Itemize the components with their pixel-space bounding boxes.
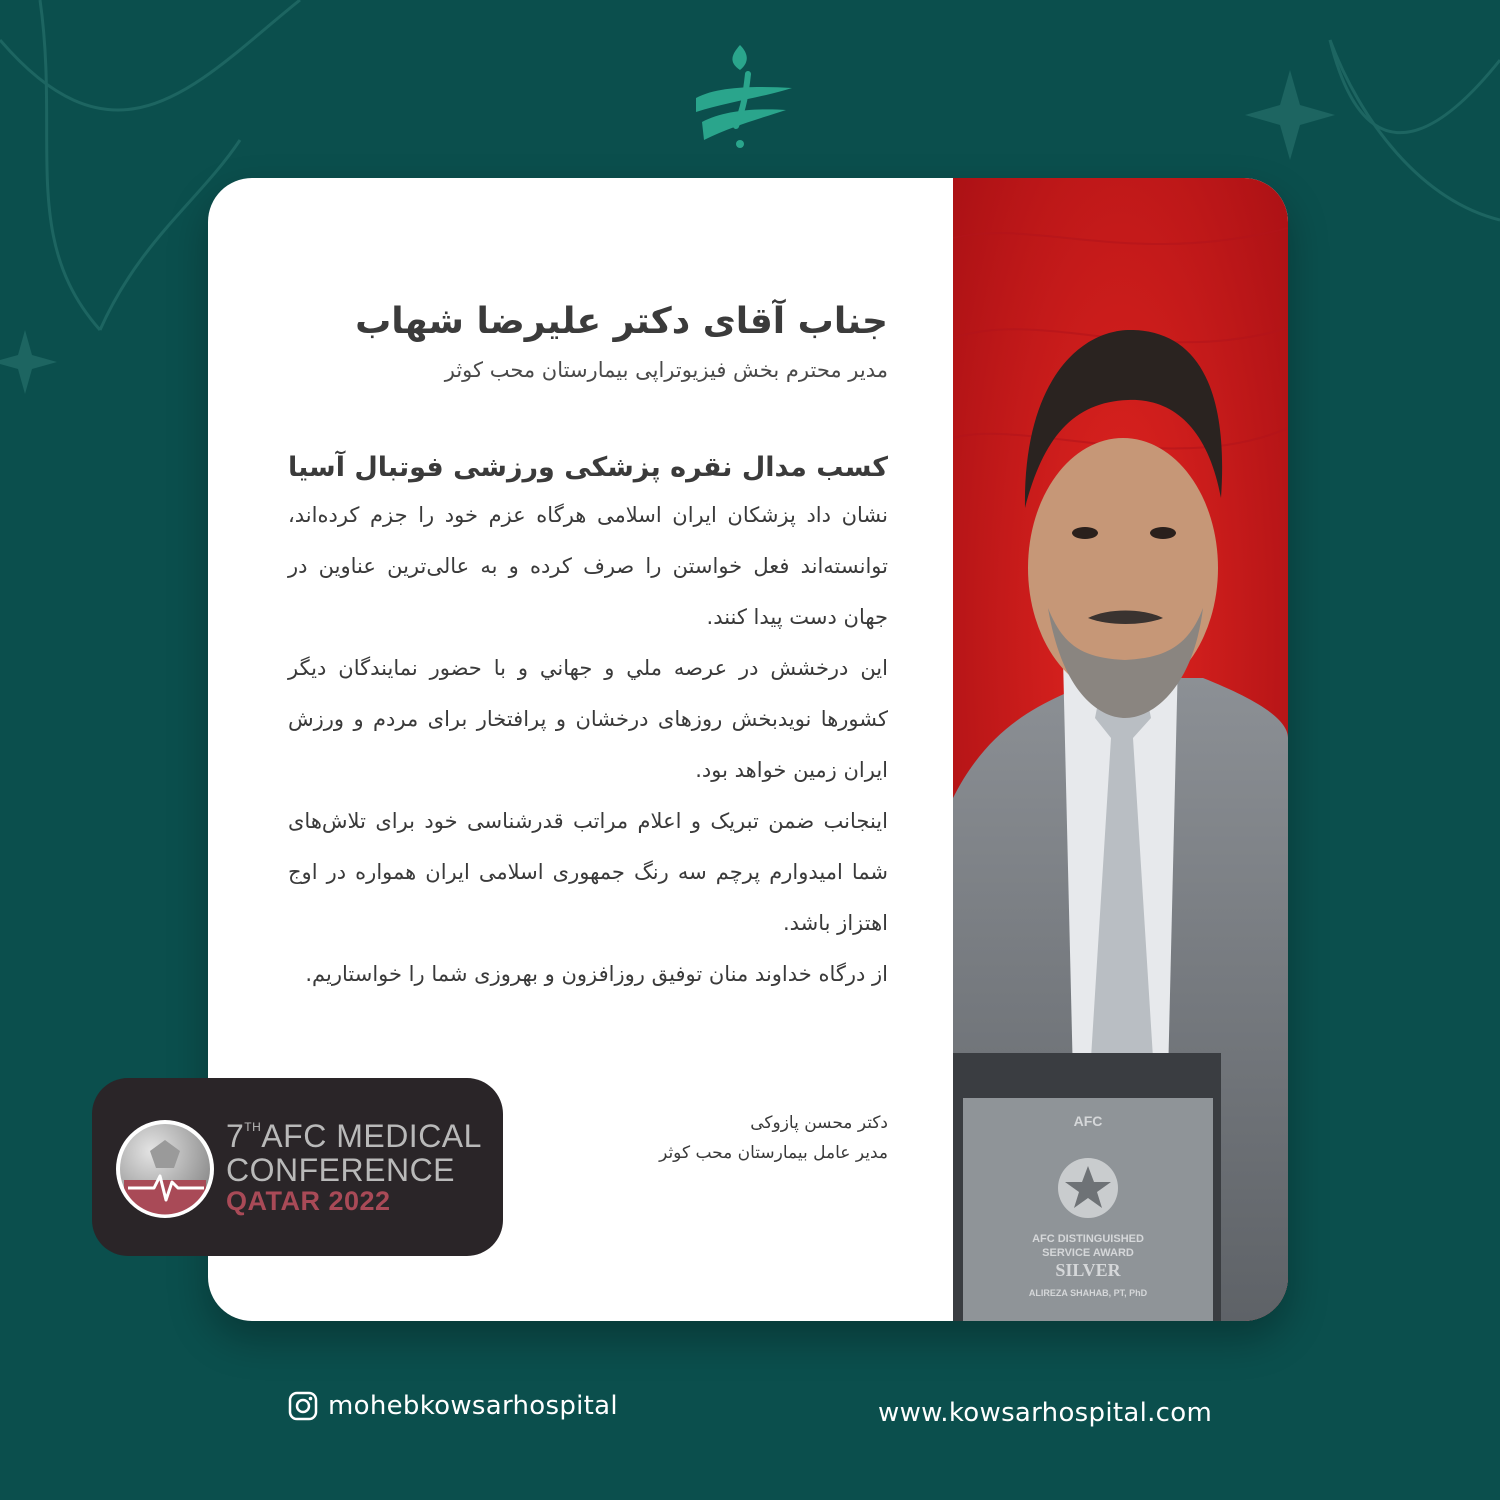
plaque-recipient: ALIREZA SHAHAB, PT, PhD (1028, 1288, 1148, 1298)
football-heartbeat-icon (114, 1118, 216, 1220)
afc-title-line1 (226, 1118, 482, 1155)
paragraph: نشان داد پزشکان ایران اسلامی هرگاه عزم خود را جزم کرده‌اند، توانسته‌اند فعل خواستن را صرف کرده و به عالی‌ترین عناوین در جهان دست پیدا کنند. (288, 503, 888, 629)
plaque-line2: SERVICE AWARD (1042, 1247, 1134, 1259)
afc-conference-badge (92, 1078, 503, 1256)
instagram-icon (288, 1391, 318, 1421)
afc-line1-text: AFC MEDICAL (261, 1118, 482, 1154)
afc-ordinal-suffix: TH (244, 1120, 262, 1134)
headline: کسب مدال نقره پزشکی ورزشی فوتبال آسیا (288, 452, 888, 483)
letter-text (288, 298, 888, 1000)
afc-title-line3: QATAR 2022 (226, 1186, 391, 1216)
website-link[interactable]: www.kowsarhospital.com (878, 1398, 1213, 1428)
afc-ordinal: 7 (226, 1118, 245, 1154)
page-title: جناب آقای دکتر علیرضا شهاب (355, 301, 888, 342)
signature-role: مدیر عامل بیمارستان محب کوثر (659, 1143, 888, 1163)
instagram-link[interactable] (288, 1388, 618, 1424)
plaque-brand: AFC (1073, 1113, 1103, 1129)
afc-title-line2: CONFERENCE (226, 1152, 456, 1188)
paragraph: این درخشش در عرصه ملي و جهاني و با حضور نمایندگان دیگر کشورها نویدبخش روزهای درخشان و پرافتخار برای مردم و ورزش ایران زمین خواهد بود. (288, 656, 888, 782)
kowsar-hospital-logo (688, 40, 798, 150)
sparkle-icon (1245, 70, 1335, 160)
instagram-handle: mohebkowsarhospital (328, 1391, 618, 1421)
plaque-line1: AFC DISTINGUISHED (1032, 1233, 1144, 1245)
portrait-photo (953, 178, 1288, 1321)
recipient-role: مدیر محترم بخش فیزیوتراپی بیمارستان محب کوثر (444, 358, 888, 382)
signature-name: دکتر محسن پازوکی (750, 1113, 888, 1133)
plaque-medal: SILVER (1055, 1260, 1121, 1280)
paragraph: از درگاه خداوند منان توفیق روزافزون و بهروزی شما را خواستاریم. (305, 962, 888, 986)
signature (488, 1108, 888, 1168)
paragraph: اینجانب ضمن تبریک و اعلام مراتب قدرشناسی خود برای تلاش‌های شما امیدوارم پرچم سه رنگ جمهوری اسلامی ایران همواره در اوج اهتزاز باشد. (288, 809, 888, 935)
sparkle-icon (0, 330, 57, 394)
